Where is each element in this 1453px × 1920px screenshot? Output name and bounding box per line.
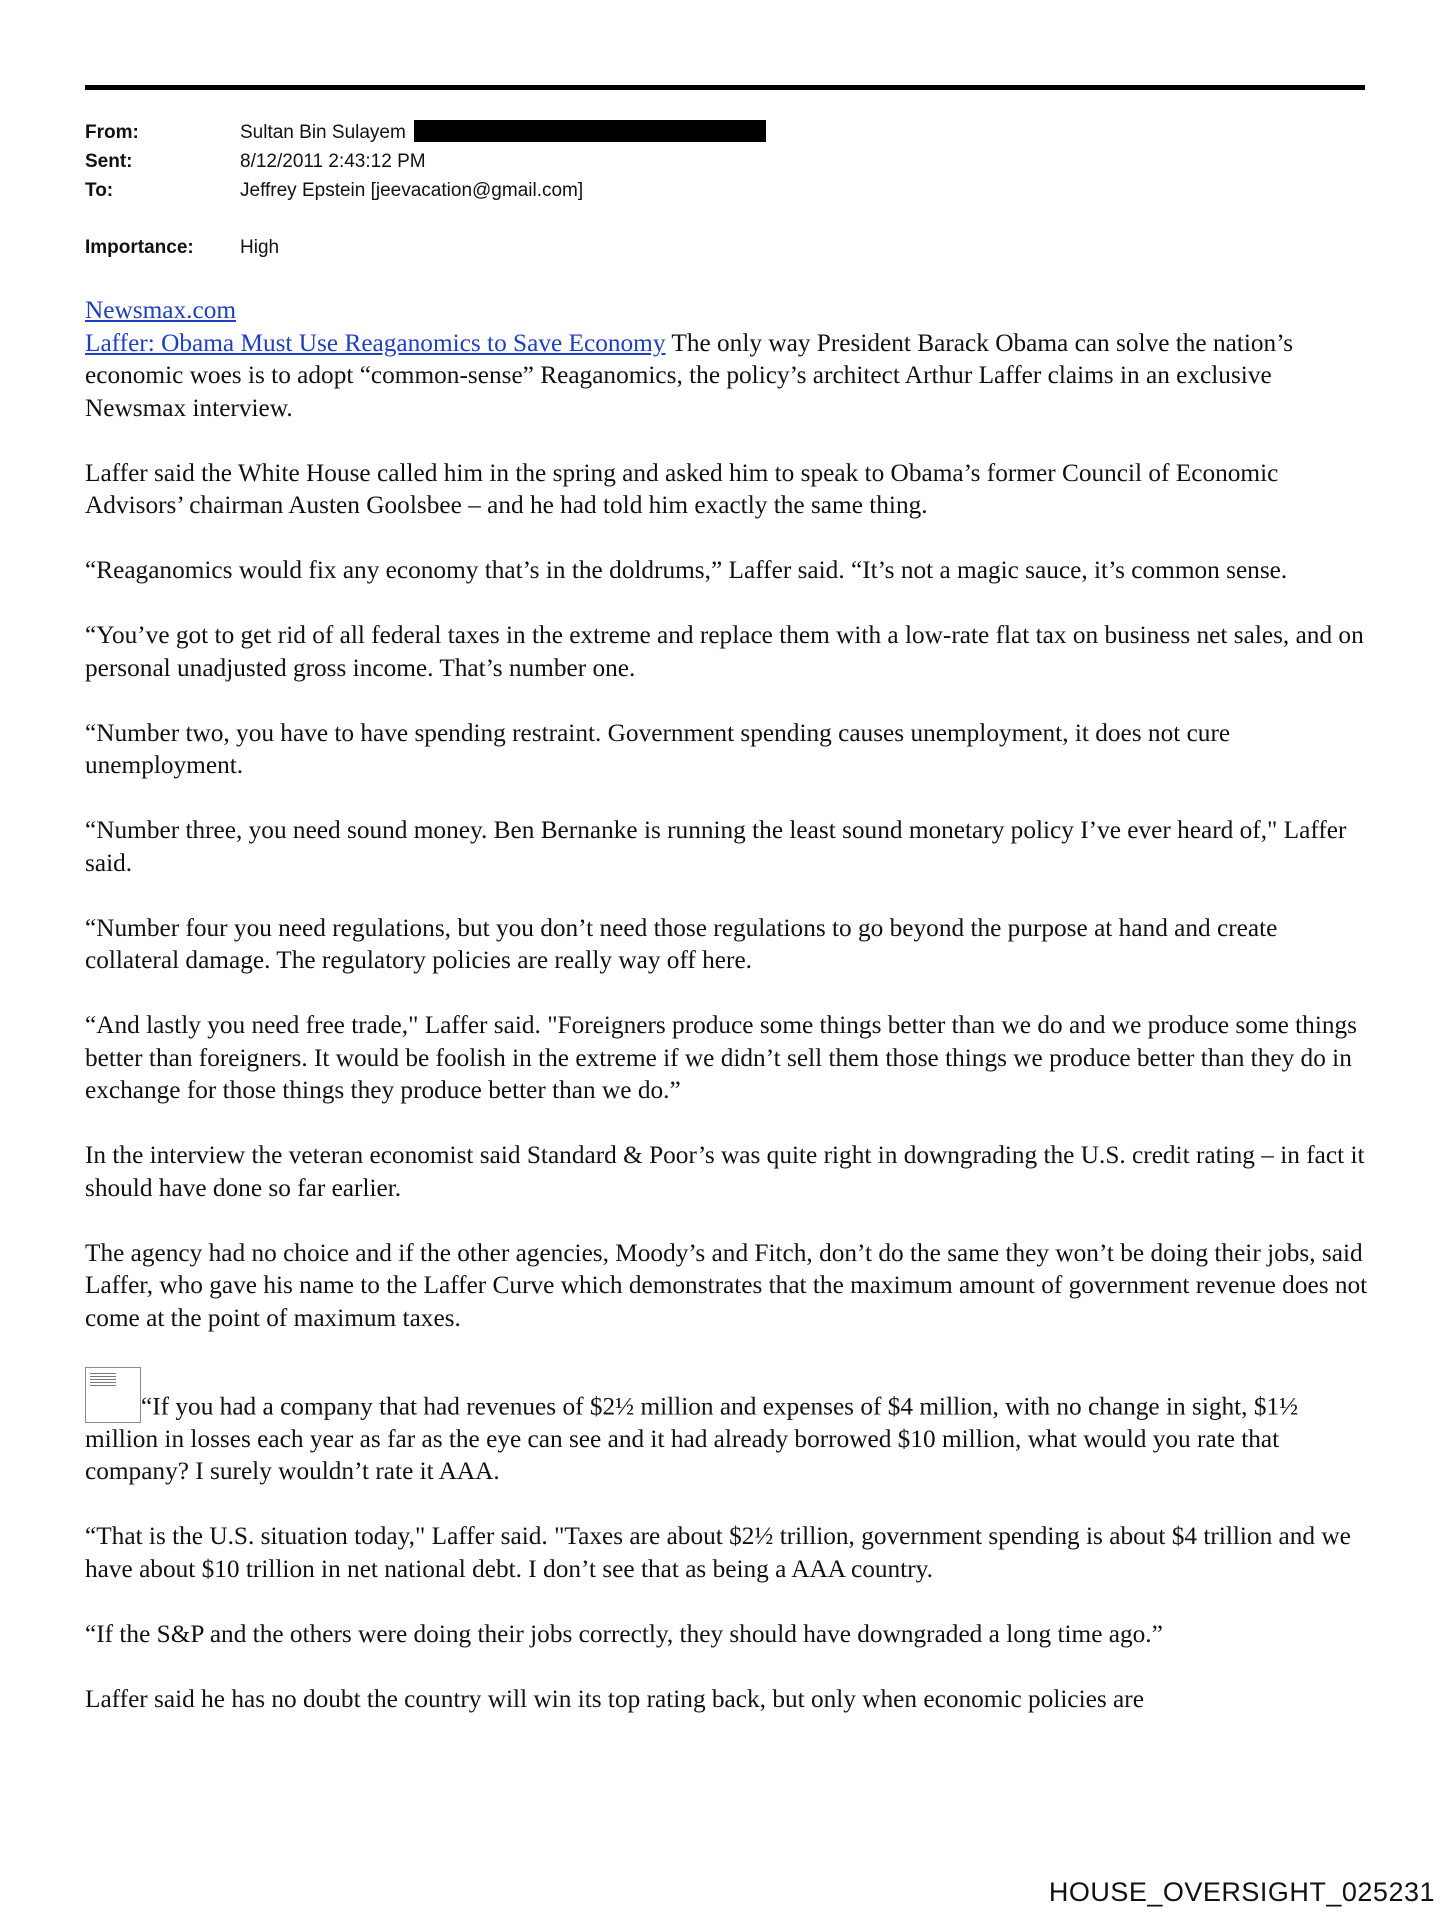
body-paragraph: “And lastly you need free trade," Laffer said. "Foreigners produce some things better than we do and we produce some things better than foreigners. It would be foolish in the extreme if we didn’t sell them those things we produce better than they do in exchange for those things they produce better than we do.”: [85, 1011, 1357, 1104]
body-paragraph: Laffer said he has no doubt the country will win its top rating back, but only when economic policies are: [85, 1684, 1144, 1713]
body-paragraph: “Number four you need regulations, but you don’t need those regulations to go beyond the purpose at hand and create collateral damage. The regulatory policies are really way off here.: [85, 913, 1278, 974]
body-paragraph: “Number three, you need sound money. Ben Bernanke is running the least sound monetary policy I’ve ever heard of," Laffer said.: [85, 816, 1347, 877]
image-placeholder-text-icon: [90, 1372, 116, 1386]
to-value: Jeffrey Epstein [jeevacation@gmail.com]: [240, 180, 584, 201]
email-body: [85, 294, 1370, 1748]
importance-value: High: [240, 237, 280, 258]
top-divider: [85, 85, 1365, 90]
image-paragraph: [85, 1367, 1370, 1488]
body-paragraph: “Number two, you have to have spending restraint. Government spending causes unemployment, it does not cure unemployment.: [85, 718, 1231, 779]
body-paragraph: “You’ve got to get rid of all federal taxes in the extreme and replace them with a low-rate flat tax on business net sales, and on personal unadjusted gross income. That’s number one.: [85, 621, 1364, 682]
body-paragraph: “If the S&P and the others were doing their jobs correctly, they should have downgraded a long time ago.”: [85, 1619, 1163, 1648]
from-value: Sultan Bin Sulayem: [240, 122, 406, 143]
body-paragraph: “That is the U.S. situation today," Laffer said. "Taxes are about $2½ trillion, government spending is about $4 trillion and we have about $10 trillion in net national debt. I don’t see that as being a AAA country.: [85, 1522, 1351, 1583]
from-label: From:: [85, 122, 139, 143]
bates-number: HOUSE_OVERSIGHT_025231: [1048, 1877, 1435, 1907]
body-paragraph: In the interview the veteran economist said Standard & Poor’s was quite right in downgrading the U.S. credit rating – in fact it should have done so far earlier.: [85, 1141, 1365, 1202]
headline-link[interactable]: Laffer: Obama Must Use Reaganomics to Save Economy: [85, 328, 666, 357]
redaction-bar: [414, 120, 766, 142]
broken-image-icon: [85, 1367, 141, 1423]
to-label: To:: [85, 180, 114, 201]
lead-text: The only way President Barack Obama can solve the nation’s economic woes is to adopt “common-sense” Reaganomics, the policy’s architect Arthur Laffer claims in an exclusive Newsmax interview.: [85, 328, 1294, 422]
source-link[interactable]: Newsmax.com: [85, 296, 237, 324]
sent-label: Sent:: [85, 151, 133, 172]
body-paragraph: “Reaganomics would fix any economy that’s in the doldrums,” Laffer said. “It’s not a magic sauce, it’s common sense.: [85, 556, 1288, 584]
from-value-wrap: [240, 118, 766, 147]
importance-label: Importance:: [85, 237, 194, 258]
sent-value: 8/12/2011 2:43:12 PM: [240, 151, 426, 172]
body-paragraph: Laffer said the White House called him in the spring and asked him to speak to Obama’s former Council of Economic Advisors’ chairman Austen Goolsbee – and he had told him exactly the same thing.: [85, 458, 1279, 519]
lead-paragraph: [85, 294, 1370, 424]
image-paragraph-text: “If you had a company that had revenues of $2½ million and expenses of $4 million, with no change in sight, $1½ million in losses each year as far as the eye can see and it had already borrowed $10 million, what would you rate that company? I surely wouldn’t rate it AAA.: [85, 1392, 1299, 1485]
body-paragraph: The agency had no choice and if the other agencies, Moody’s and Fitch, don’t do the same they won’t be doing their jobs, said Laffer, who gave his name to the Laffer Curve which demonstrates that the maximum amount of government revenue does not come at the point of maximum taxes.: [85, 1238, 1368, 1332]
